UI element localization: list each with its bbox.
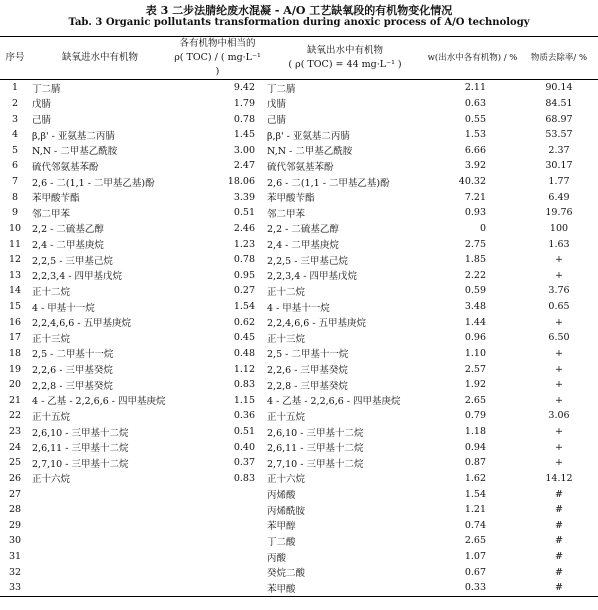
row-out-organic: 2,4 - 二甲基庚烷	[267, 240, 339, 252]
row-removal-rate: #	[555, 535, 563, 547]
row-no: 15	[8, 301, 22, 313]
header-in-name: 缺氧进水中有机物	[61, 52, 138, 63]
row-out-organic: 2,2 - 二硫基乙醇	[267, 224, 339, 236]
row-in-toc	[170, 502, 265, 518]
row-no: 33	[8, 582, 22, 594]
row-removal-rate: 2.37	[548, 144, 570, 156]
row-in-toc: 3.00	[233, 144, 255, 156]
row-out-organic: 4 - 乙基 - 2,2,6,6 - 四甲基庚烷	[267, 396, 401, 408]
row-removal-rate: +	[555, 269, 563, 281]
table-row	[0, 189, 598, 205]
header-in-toc-line2: ρ( TOC) / ( mg·L⁻¹ )	[174, 52, 261, 77]
table-row	[0, 314, 598, 330]
row-in-toc	[170, 533, 265, 549]
row-out-organic: 2,2,6 - 三甲基癸烷	[267, 365, 348, 377]
table-row	[0, 486, 598, 502]
row-in-organic: 2,2,6 - 三甲基癸烷	[32, 365, 113, 377]
row-out-mass-fraction: 1.85	[464, 254, 486, 266]
row-out-organic: 戊腈	[267, 99, 287, 111]
row-in-toc: 3.39	[233, 191, 255, 203]
row-no: 26	[8, 472, 22, 484]
row-out-organic: 苯甲酸	[267, 583, 296, 595]
row-in-toc: 0.37	[233, 457, 255, 469]
row-out-mass-fraction: 0	[479, 222, 486, 234]
row-no: 18	[8, 347, 22, 359]
row-out-mass-fraction: 0.59	[464, 285, 486, 297]
row-in-organic: 2,6,11 - 三甲基十二烷	[32, 443, 129, 455]
row-no: 30	[8, 535, 22, 547]
row-in-organic	[30, 549, 170, 565]
row-out-organic: 2,6,11 - 三甲基十二烷	[267, 443, 364, 455]
row-in-toc: 0.83	[233, 379, 255, 391]
row-in-organic: 4 - 乙基 - 2,2,6,6 - 四甲基庚烷	[32, 396, 166, 408]
table-row	[0, 471, 598, 487]
row-no: 13	[8, 269, 22, 281]
row-no: 23	[8, 426, 22, 438]
row-in-toc: 0.95	[233, 269, 255, 281]
row-no: 27	[8, 488, 22, 500]
table-row	[0, 518, 598, 534]
row-in-organic: 硫代邻氨基苯酚	[32, 161, 99, 173]
row-out-mass-fraction: 1.44	[464, 316, 486, 328]
row-removal-rate: +	[555, 441, 563, 453]
row-out-organic: 苯甲酸苄酯	[267, 193, 315, 205]
row-removal-rate: 14.12	[545, 472, 573, 484]
row-no: 7	[11, 176, 19, 188]
row-no: 10	[8, 222, 22, 234]
row-removal-rate: 3.76	[548, 285, 570, 297]
row-in-toc	[170, 486, 265, 502]
row-no: 3	[11, 113, 19, 125]
row-no: 17	[8, 332, 22, 344]
row-in-organic: 2,2,5 - 三甲基己烷	[32, 255, 113, 267]
row-in-organic: 邻二甲苯	[32, 208, 71, 220]
table-row	[0, 205, 598, 221]
row-removal-rate: +	[555, 426, 563, 438]
row-removal-rate: +	[555, 379, 563, 391]
table-row	[0, 174, 598, 190]
row-out-mass-fraction: 0.79	[464, 410, 486, 422]
row-removal-rate: #	[555, 551, 563, 563]
row-no: 28	[8, 504, 22, 516]
table-row	[0, 236, 598, 252]
row-in-organic	[30, 518, 170, 534]
row-removal-rate: 1.77	[548, 176, 570, 188]
row-out-mass-fraction: 2.65	[464, 535, 486, 547]
row-removal-rate: 84.51	[545, 97, 573, 109]
row-no: 1	[11, 82, 19, 94]
table-row	[0, 330, 598, 346]
row-in-toc: 1.54	[233, 301, 255, 313]
table-row	[0, 580, 598, 596]
row-out-mass-fraction: 0.33	[464, 582, 486, 594]
row-in-toc: 0.27	[233, 285, 255, 297]
header-out-name-line1: 缺氧出水中有机物	[306, 45, 383, 56]
row-out-organic: 2,2,8 - 三甲基癸烷	[267, 380, 348, 392]
row-out-organic: 2,5 - 二甲基十一烷	[267, 349, 349, 361]
table-row	[0, 455, 598, 471]
row-in-organic: 2,4 - 二甲基庚烷	[32, 240, 104, 252]
row-in-toc: 1.23	[233, 238, 255, 250]
row-out-mass-fraction: 0.93	[464, 207, 486, 219]
row-no: 9	[11, 207, 19, 219]
row-in-organic	[30, 533, 170, 549]
row-out-mass-fraction: 7.21	[464, 191, 486, 203]
row-in-toc: 0.48	[233, 347, 255, 359]
row-removal-rate: +	[555, 457, 563, 469]
table-row	[0, 377, 598, 393]
row-no: 20	[8, 379, 22, 391]
row-in-organic	[30, 502, 170, 518]
row-out-organic: β,β' - 亚氨基二丙腈	[267, 130, 350, 142]
row-out-mass-fraction: 0.63	[464, 97, 486, 109]
table-row	[0, 283, 598, 299]
row-out-organic: 正十二烷	[267, 286, 306, 298]
table-row	[0, 80, 598, 96]
row-in-organic: 己腈	[32, 115, 52, 127]
row-no: 2	[11, 97, 19, 109]
row-in-organic: 正十六烷	[32, 474, 71, 486]
table-body	[0, 80, 598, 597]
row-in-organic: 2,7,10 - 三甲基十二烷	[32, 458, 129, 470]
row-no: 29	[8, 519, 22, 531]
table-row	[0, 361, 598, 377]
row-removal-rate: 6.50	[548, 332, 570, 344]
row-no: 8	[11, 191, 19, 203]
table-row	[0, 549, 598, 565]
row-removal-rate: +	[555, 347, 563, 359]
row-in-organic: β,β' - 亚氨基二丙腈	[32, 130, 115, 142]
table-title-cn: 表 3 二步法腈纶废水混凝 - A/O 工艺缺氧段的有机物变化情况	[145, 4, 453, 17]
table-row	[0, 143, 598, 159]
table-row	[0, 127, 598, 143]
row-in-toc: 2.46	[233, 222, 255, 234]
row-out-organic: 2,2,3,4 - 四甲基戊烷	[267, 271, 357, 283]
row-out-organic: 4 - 甲基十一烷	[267, 302, 330, 314]
row-in-toc: 0.62	[233, 316, 255, 328]
row-in-organic: 苯甲酸苄酯	[32, 193, 80, 205]
row-out-organic: 癸烷二酸	[267, 568, 306, 580]
row-in-organic: 正十二烷	[32, 286, 71, 298]
row-out-mass-fraction: 1.18	[464, 426, 486, 438]
row-out-mass-fraction: 0.67	[464, 566, 486, 578]
table-title-en: Tab. 3 Organic pollutants transformation during anoxic process of A/O technology	[68, 17, 530, 28]
row-removal-rate: +	[555, 254, 563, 266]
table-row	[0, 533, 598, 549]
row-removal-rate: #	[555, 566, 563, 578]
row-out-organic: 正十三烷	[267, 333, 306, 345]
row-no: 6	[11, 160, 19, 172]
row-out-organic: 2,7,10 - 三甲基十二烷	[267, 458, 364, 470]
row-removal-rate: 6.49	[548, 191, 570, 203]
row-out-mass-fraction: 1.53	[464, 129, 486, 141]
header-removal: 物质去除率/ %	[530, 53, 588, 63]
row-in-toc: 0.45	[233, 332, 255, 344]
row-out-organic: 邻二甲苯	[267, 208, 306, 220]
row-no: 22	[8, 410, 22, 422]
row-out-organic: 2,2,4,6,6 - 五甲基庚烷	[267, 318, 367, 330]
row-in-organic: 2,5 - 二甲基十一烷	[32, 349, 114, 361]
table-row	[0, 299, 598, 315]
header-out-w: w(出水中各有机物) / %	[427, 53, 518, 63]
row-in-organic: 2,6 - 二(1,1 - 二甲基乙基)酚	[32, 177, 155, 189]
row-in-organic: 4 - 甲基十一烷	[32, 302, 95, 314]
row-out-mass-fraction: 3.48	[464, 301, 486, 313]
row-out-organic: 丙酸	[267, 552, 287, 564]
row-removal-rate: 3.06	[548, 410, 570, 422]
table-row	[0, 96, 598, 112]
row-in-organic: 2,2 - 二硫基乙醇	[32, 224, 104, 236]
header-no: 序号	[5, 52, 25, 63]
header-out-name-line2: ( ρ( TOC) = 44 mg·L⁻¹ )	[288, 59, 402, 70]
row-out-organic: 2,6,10 - 三甲基十二烷	[267, 427, 364, 439]
table-row	[0, 408, 598, 424]
row-in-toc: 1.12	[233, 363, 255, 375]
table-row	[0, 158, 598, 174]
row-removal-rate: 68.97	[545, 113, 573, 125]
row-out-mass-fraction: 1.07	[464, 551, 486, 563]
row-in-toc: 0.78	[233, 254, 255, 266]
row-out-mass-fraction: 0.55	[464, 113, 486, 125]
row-in-organic: 戊腈	[32, 99, 52, 111]
table-row	[0, 268, 598, 284]
row-in-organic: 正十五烷	[32, 411, 71, 423]
row-no: 5	[11, 144, 19, 156]
row-no: 14	[8, 285, 22, 297]
row-out-organic: 2,6 - 二(1,1 - 二甲基乙基)酚	[267, 177, 390, 189]
row-out-organic: 己腈	[267, 115, 287, 127]
row-removal-rate: #	[555, 488, 563, 500]
table-row	[0, 564, 598, 580]
row-out-mass-fraction: 6.66	[464, 144, 486, 156]
row-out-mass-fraction: 2.75	[464, 238, 486, 250]
row-no: 31	[8, 551, 22, 563]
row-in-toc: 0.51	[233, 426, 255, 438]
row-removal-rate: 90.14	[545, 82, 573, 94]
row-out-mass-fraction: 3.92	[464, 160, 486, 172]
row-in-organic	[30, 580, 170, 596]
row-removal-rate: 19.76	[545, 207, 573, 219]
row-in-organic: 丁二腈	[32, 83, 61, 95]
row-out-organic: 硫代邻氨基苯酚	[267, 161, 334, 173]
table-header-row	[0, 37, 598, 80]
row-in-toc: 9.42	[233, 82, 255, 94]
header-in-toc-line1: 各有机物中相当的	[179, 38, 256, 49]
row-removal-rate: 0.65	[548, 301, 570, 313]
row-no: 12	[8, 254, 22, 266]
row-no: 21	[8, 394, 22, 406]
row-out-mass-fraction: 2.65	[464, 394, 486, 406]
table-row	[0, 502, 598, 518]
row-no: 4	[11, 129, 19, 141]
row-removal-rate: 100	[549, 222, 569, 234]
row-no: 25	[8, 457, 22, 469]
table-row	[0, 252, 598, 268]
row-in-organic: 2,2,8 - 三甲基癸烷	[32, 380, 113, 392]
row-in-organic: 正十三烷	[32, 333, 71, 345]
row-in-toc: 0.36	[233, 410, 255, 422]
row-no: 11	[8, 238, 22, 250]
header-out-name	[265, 37, 425, 80]
row-in-toc: 1.79	[233, 97, 255, 109]
row-in-toc: 0.83	[233, 472, 255, 484]
row-removal-rate: 30.17	[545, 160, 573, 172]
row-in-organic: 2,6,10 - 三甲基十二烷	[32, 427, 129, 439]
organic-pollutants-table	[0, 36, 598, 597]
row-out-mass-fraction: 0.74	[464, 519, 486, 531]
table-row	[0, 424, 598, 440]
row-removal-rate: +	[555, 316, 563, 328]
row-out-mass-fraction: 0.96	[464, 332, 486, 344]
row-in-organic	[30, 564, 170, 580]
row-in-toc	[170, 580, 265, 596]
row-in-toc: 0.78	[233, 113, 255, 125]
table-row	[0, 393, 598, 409]
row-in-organic: 2,2,3,4 - 四甲基戊烷	[32, 271, 122, 283]
row-removal-rate: #	[555, 582, 563, 594]
row-removal-rate: #	[555, 519, 563, 531]
row-removal-rate: 1.63	[548, 238, 570, 250]
row-removal-rate: #	[555, 504, 563, 516]
table-row	[0, 346, 598, 362]
row-in-organic: 2,2,4,6,6 - 五甲基庚烷	[32, 318, 132, 330]
row-out-mass-fraction: 0.87	[464, 457, 486, 469]
row-no: 16	[8, 316, 22, 328]
row-in-organic	[30, 486, 170, 502]
row-removal-rate: +	[555, 394, 563, 406]
row-in-toc: 0.40	[233, 441, 255, 453]
table-row	[0, 439, 598, 455]
row-out-organic: 正十五烷	[267, 411, 306, 423]
row-removal-rate: +	[555, 363, 563, 375]
row-out-organic: 丙烯酰胺	[267, 505, 306, 517]
header-in-toc	[170, 37, 265, 80]
table-row	[0, 111, 598, 127]
row-out-mass-fraction: 1.10	[464, 347, 486, 359]
row-no: 19	[8, 363, 22, 375]
table-row	[0, 221, 598, 237]
row-out-mass-fraction: 2.57	[464, 363, 486, 375]
row-out-organic: 正十六烷	[267, 474, 306, 486]
row-in-toc: 1.45	[233, 129, 255, 141]
row-out-mass-fraction: 0.94	[464, 441, 486, 453]
row-in-toc: 2.47	[233, 160, 255, 172]
row-in-toc	[170, 518, 265, 534]
row-out-mass-fraction: 2.11	[464, 82, 486, 94]
row-out-organic: 苯甲醇	[267, 521, 296, 533]
row-in-toc: 0.51	[233, 207, 255, 219]
row-out-mass-fraction: 1.54	[464, 488, 486, 500]
row-removal-rate: 53.57	[545, 129, 573, 141]
row-in-toc: 1.15	[233, 394, 255, 406]
row-out-organic: 丁二酸	[267, 536, 296, 548]
row-in-toc: 18.06	[227, 176, 255, 188]
row-out-mass-fraction: 1.62	[464, 472, 486, 484]
row-in-toc	[170, 549, 265, 565]
row-out-mass-fraction: 2.22	[464, 269, 486, 281]
row-out-organic: 2,2,5 - 三甲基己烷	[267, 255, 348, 267]
row-no: 24	[8, 441, 22, 453]
row-out-mass-fraction: 1.92	[464, 379, 486, 391]
row-out-organic: N,N - 二甲基乙酰胺	[267, 146, 353, 158]
row-out-organic: 丁二腈	[267, 83, 296, 95]
row-in-organic: N,N - 二甲基乙酰胺	[32, 146, 118, 158]
row-no: 32	[8, 566, 22, 578]
row-in-toc	[170, 564, 265, 580]
row-out-organic: 丙烯酸	[267, 490, 296, 502]
row-out-mass-fraction: 1.21	[464, 504, 486, 516]
row-out-mass-fraction: 40.32	[458, 176, 486, 188]
